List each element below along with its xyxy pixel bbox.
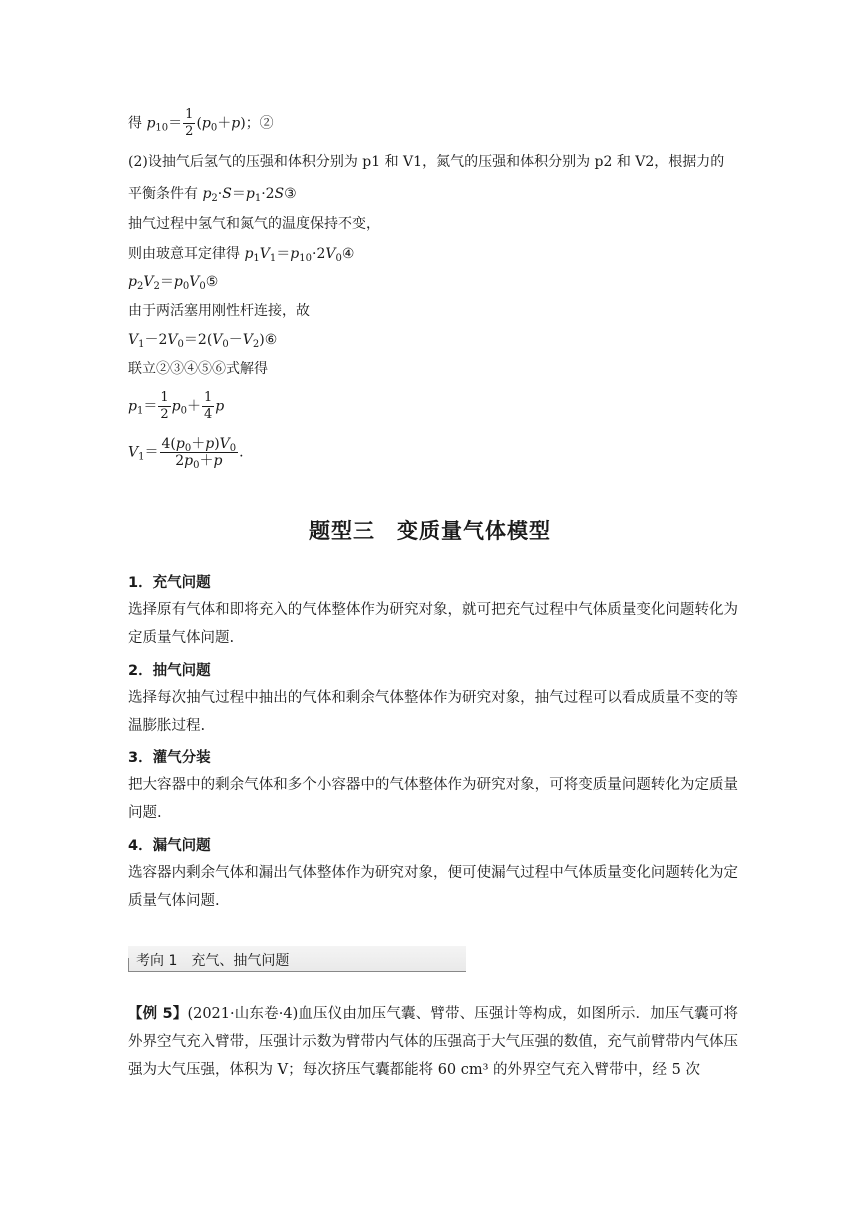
solution-line-9: 联立②③④⑤⑥式解得 [128, 361, 268, 377]
solution-line-5: 则由玻意耳定律得 $p_1V_1=p_{10}\cdot 2V_0④$ [128, 246, 355, 264]
kaoxiang-label: 考向 1 充气、抽气问题 [136, 953, 290, 969]
solution-l5-circ: ④ [341, 246, 355, 262]
solution-l5-text: 则由玻意耳定律得 [128, 246, 245, 262]
solution-l1-prefix: 得 [128, 115, 147, 132]
item-4-title: 4．漏气问题 [128, 838, 211, 854]
solution-l6-circ: ⑤ [205, 274, 219, 290]
section-title: 题型三 变质量气体模型 [309, 519, 551, 543]
item-4-body: 选容器内剩余气体和漏出气体整体作为研究对象，便可使漏气过程中气体质量变化问题转化为定质量气体问题. [128, 865, 738, 909]
example-label: 【例 5】 [128, 1006, 188, 1022]
item-2-body: 选择每次抽气过程中抽出的气体和剩余气体整体作为研究对象，抽气过程可以看成质量不变的等温膨胀过程. [128, 690, 738, 734]
solution-l3-circ: ③ [284, 186, 297, 202]
solution-line-1: 得 $p_{10}=$ $\frac{1}{2}$ $(p_0+p)$；② [128, 107, 274, 139]
item-3-body: 把大容器中的剩余气体和多个小容器中的气体整体作为研究对象，可将变质量问题转化为定质量问题. [128, 777, 738, 821]
item-3-title: 3．灌气分装 [128, 750, 211, 766]
solution-line-4: 抽气过程中氢气和氮气的温度保持不变， [128, 216, 380, 232]
example-paragraph [128, 1000, 738, 1084]
solution-line-8: $V_1-2V_0=2(V_0-V_2)⑥$ [128, 332, 278, 350]
item-1-title: 1．充气问题 [128, 575, 211, 591]
item-1-body: 选择原有气体和即将充入的气体整体作为研究对象，就可把充气过程中气体质量变化问题转化为定质量气体问题. [128, 602, 738, 646]
result-v1: $V_1=$ $\frac{4(p_0+p)V_0}{2p_0+p}$ . [128, 436, 244, 471]
solution-line-2: (2)设抽气后氢气的压强和体积分别为 p1 和 V1，氮气的压强和体积分别为 p2 和 V2，根据力的 [128, 154, 725, 170]
solution-l3-text: 平衡条件有 [128, 186, 203, 202]
solution-l1-circ: ；② [245, 115, 274, 132]
result-p1: $p_1=$ $\frac{1}{2}$ $p_0+$ $\frac{1}{4}$ p [128, 390, 225, 422]
solution-l8-circ: ⑥ [264, 332, 278, 348]
solution-line-7: 由于两活塞用刚性杆连接，故 [128, 303, 310, 319]
kaoxiang-header [128, 946, 466, 972]
divider [128, 971, 466, 972]
divider [128, 958, 129, 972]
item-2-title: 2．抽气问题 [128, 663, 211, 679]
solution-line-3: 平衡条件有 $p_2\cdot S=p_1\cdot 2S③$ [128, 186, 297, 204]
example-text: (2021·山东卷·4)血压仪由加压气囊、臂带、压强计等构成，如图所示．加压气囊可将外界空气充入臂带，压强计示数为臂带内气体的压强高于大气压强的数值，充气前臂带内气体压强为大气压强，体积为 V；每次挤压气囊都能将 60 cm³ 的外界空气充入臂带中，经 5 次 [128, 1006, 739, 1078]
solution-line-6: $p_2V_2=p_0V_0⑤$ [128, 274, 219, 292]
fraction-half: $\frac{1}{2}$ [185, 107, 194, 139]
